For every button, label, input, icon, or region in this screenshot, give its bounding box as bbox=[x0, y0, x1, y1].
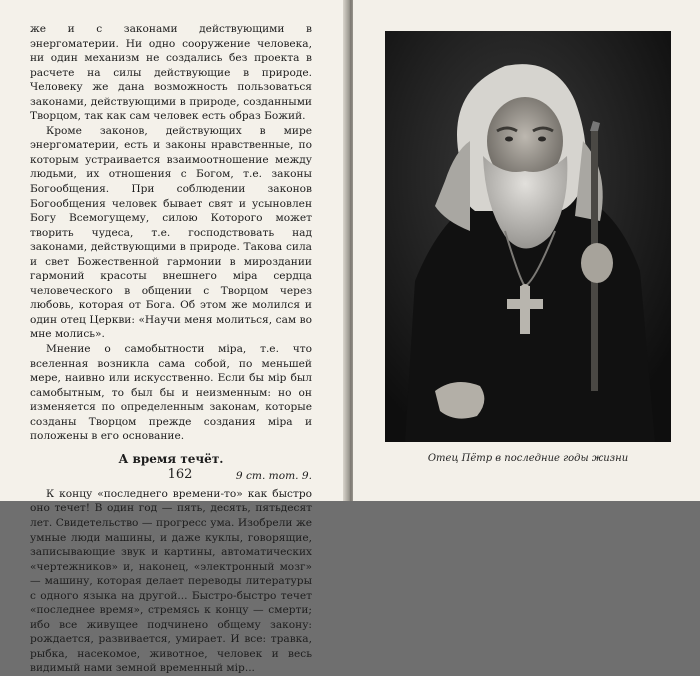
section-heading: А время течёт. bbox=[118, 451, 224, 466]
paragraph: Мнение о самобытности міра, т.е. что вселенная возникла сама собой, по меньшей мере, наивно или искусственно. Если бы мір был самобытным, то был бы и неизменным: но он изменяется по определенным законам, которые созданы Творцом прежде создания міра и положены в его основание. bbox=[30, 343, 312, 443]
scripture-reference: 9 ст. тот. 9. bbox=[235, 469, 312, 482]
hand-on-staff bbox=[581, 243, 613, 283]
paragraph: же и с законами действующими в энергоматерии. Ни одно сооружение человека, ни один механизм не создались без проекта в расчете на силы действующие в природе. Человеку же дана возможность пользоваться законами, действующими в природе, созданными Творцом, так как сам человек есть образ Божий. bbox=[30, 23, 312, 123]
left-page bbox=[0, 0, 347, 675]
left-page-text bbox=[30, 22, 312, 676]
portrait-illustration bbox=[385, 31, 671, 442]
page-number: 162 bbox=[167, 467, 193, 482]
left-eye bbox=[505, 137, 513, 142]
portrait-photo bbox=[385, 31, 671, 442]
paragraph: К концу «последнего времени-то» как быстро оно течет! В один год — пять, десять, пятьдесят лет. Свидетельство — прогресс ума. Изобрели же умные люди машины, и даже куклы, говорящие, записывающие звук и картины, автоматических «чертежников» и, наконец, «электронный мозг» — машину, которая делает переводы литературы с одного языка на другой... Быстро-быстро течет «последнее время», стремясь к концу — смерти; ибо все живущее подчинено общему закону: рождается, развивается, умирает. И все: травка, рыбка, насекомое, животное, человек и весь видимый нами земной временный мір... bbox=[30, 487, 312, 675]
right-eye bbox=[538, 137, 546, 142]
photo-caption: Отец Пётр в последние годы жизни bbox=[427, 453, 629, 464]
paragraph: Кроме законов, действующих в мире энергоматерии, есть и законы нравственные, по которым устраивается взаимоотношение между людьми, их отношения с Богом, т.е. законы Богообщения. При соблюдении законов Богообщения человек бывает свят и усыновлен Богу Всемогущему, силою Которого может творить чудеса, т.е. господствовать над законами, действующими в природе. Такова сила и свет Божественной гармонии в мироздании гармоний красоты внешнего міра сердца человеческого в общении с Творцом через любовь, которая от Бога. Об этом же молился и один отец Церкви: «Научи меня молиться, сам во мне молись». bbox=[30, 124, 312, 341]
right-page bbox=[353, 0, 700, 501]
